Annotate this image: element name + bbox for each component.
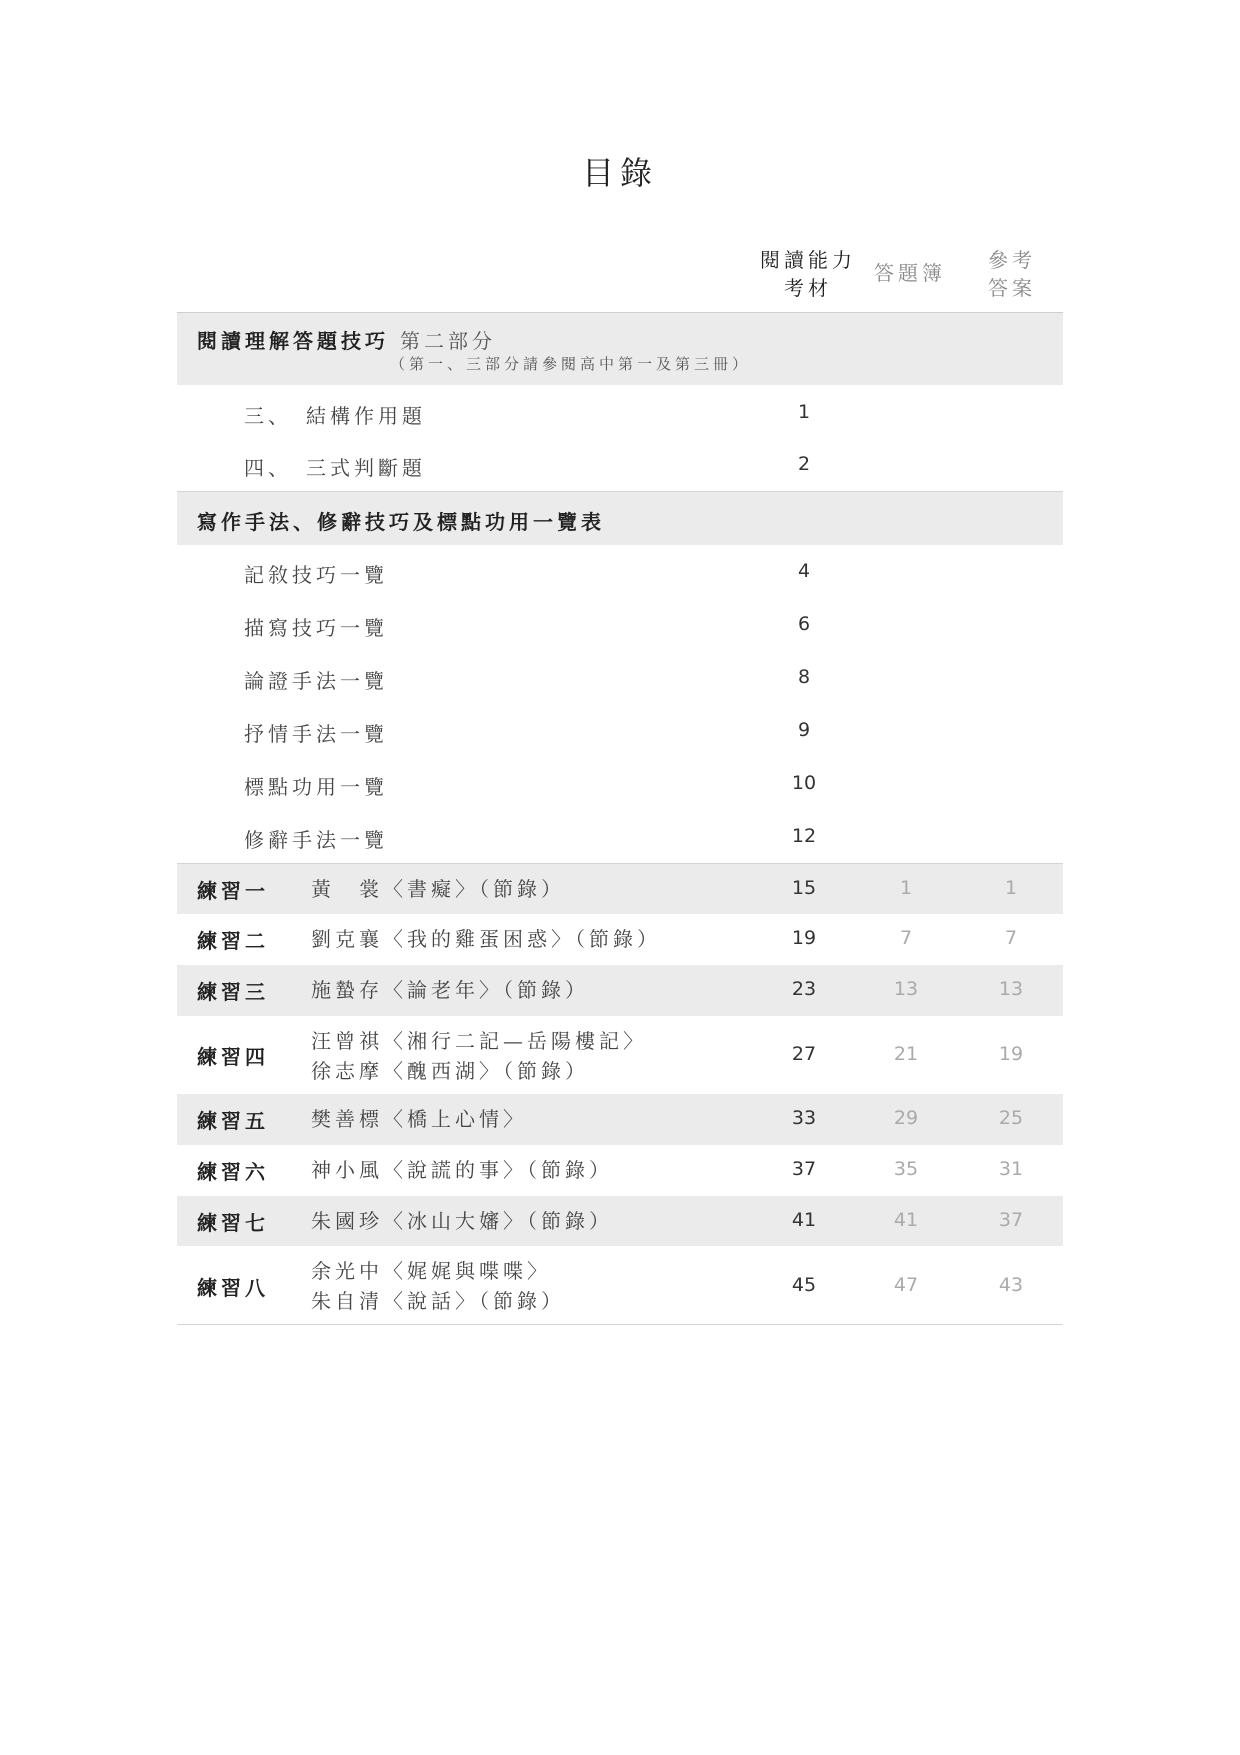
- exercise-reference-page: 19: [998, 1043, 1024, 1065]
- exercise-row[interactable]: [177, 1246, 1063, 1325]
- exercise-title: 神小風〈說謊的事〉（節錄）: [311, 1158, 613, 1182]
- exercise-reference-page: 25: [998, 1107, 1024, 1129]
- exercise-reference-page: 7: [1004, 927, 1018, 949]
- exercise-label: 練習八: [197, 1276, 269, 1300]
- exercise-label: 練習五: [197, 1109, 269, 1133]
- toc-item-label: 記敘技巧一覽: [244, 563, 388, 587]
- toc-item-page: 4: [797, 560, 811, 582]
- section-header-writing-techniques: [177, 492, 1063, 545]
- toc-item[interactable]: [177, 438, 1063, 492]
- exercise-row[interactable]: [177, 864, 1063, 914]
- toc-item[interactable]: [177, 704, 1063, 757]
- toc-item-label: 四、 三式判斷題: [244, 456, 426, 480]
- exercise-answer-book-page: 13: [893, 978, 919, 1000]
- exercise-title-line: 汪曾祺〈湘行二記—岳陽樓記〉: [311, 1029, 647, 1053]
- exercise-reading-page: 37: [791, 1158, 817, 1180]
- exercise-row[interactable]: [177, 965, 1063, 1016]
- exercise-title: 施蟄存〈論老年〉（節錄）: [311, 978, 589, 1002]
- toc-item-label: 標點功用一覽: [244, 775, 388, 799]
- toc-item[interactable]: [177, 385, 1063, 438]
- column-header-reference-line1: 參考: [988, 248, 1036, 272]
- section-note: （第一、三部分請參閱高中第一及第三冊）: [390, 355, 752, 373]
- toc-item-label: 抒情手法一覽: [244, 722, 388, 746]
- column-header-answer-book: 答題簿: [874, 261, 946, 285]
- exercise-label: 練習一: [197, 879, 269, 903]
- exercise-reference-page: 31: [998, 1158, 1024, 1180]
- section-subtitle: 第二部分: [399, 329, 496, 353]
- toc-item[interactable]: [177, 757, 1063, 810]
- section-title: [197, 325, 496, 354]
- column-header-reference-line2: 答案: [988, 276, 1036, 300]
- toc-item-page: 6: [797, 613, 811, 635]
- toc-item-label: 論證手法一覽: [244, 669, 388, 693]
- toc-item-label: 修辭手法一覽: [244, 828, 388, 852]
- column-header-reading: [748, 246, 868, 302]
- column-header-reading-line1: 閱讀能力: [760, 248, 856, 272]
- toc-item-page: 8: [797, 666, 811, 688]
- toc-item[interactable]: [177, 651, 1063, 704]
- section-title-text: 閱讀理解答題技巧: [197, 329, 389, 353]
- exercise-title: [311, 1256, 565, 1316]
- exercise-row[interactable]: [177, 1094, 1063, 1145]
- exercise-row[interactable]: [177, 1016, 1063, 1094]
- toc-item[interactable]: [177, 810, 1063, 864]
- toc-item-page: 10: [791, 772, 817, 794]
- exercise-answer-book-page: 41: [893, 1209, 919, 1231]
- toc-table: [177, 312, 1063, 1325]
- exercise-reading-page: 41: [791, 1209, 817, 1231]
- toc-item-label: 描寫技巧一覽: [244, 616, 388, 640]
- exercise-reference-page: 13: [998, 978, 1024, 1000]
- exercise-row[interactable]: [177, 914, 1063, 965]
- exercise-title: 劉克襄〈我的雞蛋困惑〉（節錄）: [311, 927, 661, 951]
- exercise-answer-book-page: 21: [893, 1043, 919, 1065]
- exercise-reference-page: 43: [998, 1274, 1024, 1296]
- toc-item-page: 12: [791, 825, 817, 847]
- exercise-title: 樊善標〈橋上心情〉: [311, 1107, 527, 1131]
- page-title: 目錄: [581, 154, 658, 192]
- column-header-reference: [972, 246, 1052, 302]
- exercise-label: 練習二: [197, 929, 269, 953]
- exercise-reading-page: 45: [791, 1274, 817, 1296]
- toc-item-page: 1: [797, 401, 811, 423]
- exercise-title-line: 徐志摩〈醜西湖〉（節錄）: [311, 1059, 589, 1083]
- exercise-answer-book-page: 35: [893, 1158, 919, 1180]
- exercise-title: 朱國珍〈冰山大嬸〉（節錄）: [311, 1209, 613, 1233]
- exercise-label: 練習七: [197, 1211, 269, 1235]
- exercise-answer-book-page: 29: [893, 1107, 919, 1129]
- exercise-title-line: 朱自清〈說話〉（節錄）: [311, 1289, 565, 1313]
- exercise-title-line: 余光中〈娓娓與喋喋〉: [311, 1259, 551, 1283]
- exercise-row[interactable]: [177, 1196, 1063, 1246]
- exercise-label: 練習三: [197, 980, 269, 1004]
- exercise-reference-page: 1: [1004, 877, 1018, 899]
- exercise-reading-page: 19: [791, 927, 817, 949]
- toc-item[interactable]: [177, 598, 1063, 651]
- exercise-answer-book-page: 7: [899, 927, 913, 949]
- toc-item-page: 9: [797, 719, 811, 741]
- exercise-reading-page: 33: [791, 1107, 817, 1129]
- exercise-reading-page: 23: [791, 978, 817, 1000]
- exercise-title: [311, 1026, 647, 1086]
- exercise-reference-page: 37: [998, 1209, 1024, 1231]
- exercise-reading-page: 27: [791, 1043, 817, 1065]
- section-header-reading-skills: [177, 313, 1063, 385]
- exercise-answer-book-page: 47: [893, 1274, 919, 1296]
- toc-item-label: 三、 結構作用題: [244, 404, 426, 428]
- column-header-reading-line2: 考材: [784, 276, 832, 300]
- exercise-reading-page: 15: [791, 877, 817, 899]
- section-title: 寫作手法、修辭技巧及標點功用一覽表: [197, 510, 605, 534]
- exercise-answer-book-page: 1: [899, 877, 913, 899]
- exercise-row[interactable]: [177, 1145, 1063, 1196]
- exercise-title: 黃 裳〈書癡〉（節錄）: [311, 877, 565, 901]
- toc-item[interactable]: [177, 545, 1063, 598]
- exercise-label: 練習六: [197, 1160, 269, 1184]
- exercise-label: 練習四: [197, 1045, 269, 1069]
- toc-item-page: 2: [797, 453, 811, 475]
